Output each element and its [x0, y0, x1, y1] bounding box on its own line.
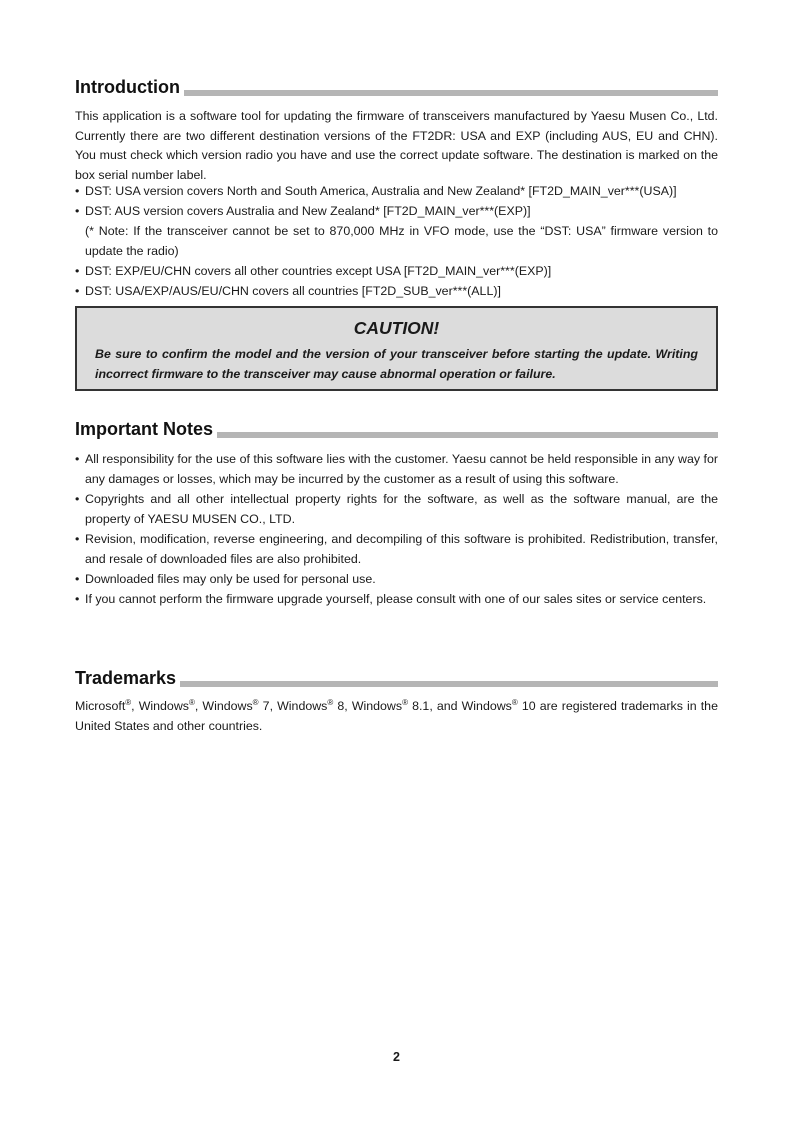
registered-mark: ®: [327, 697, 334, 707]
registered-mark: ®: [511, 697, 518, 707]
separator: ,: [269, 699, 278, 713]
list-item: • Copyrights and all other intellectual property rights for the software, as well as the software manual, are the property of YAESU MUSEN CO., LTD.: [75, 489, 718, 529]
version: 10: [521, 699, 536, 713]
trademark-name: Windows: [138, 699, 189, 713]
list-item: [75, 181, 718, 201]
registered-mark: ®: [125, 697, 132, 707]
important-notes-heading-block: [75, 416, 718, 440]
list-item: • All responsibility for the use of this software lies with the customer. Yaesu cannot be held responsible in any way for any damages or losses, which may be incurred by the customer as a result of using this software.: [75, 449, 718, 489]
separator: ,: [194, 699, 203, 713]
list-item: [75, 281, 718, 301]
important-notes-heading: Important Notes: [75, 418, 217, 440]
trademarks-heading-block: [75, 665, 718, 689]
frequency-note: (* Note: If the transceiver cannot be set to 870,000 MHz in VFO mode, use the “DST: USA” firmware version to update the radio): [85, 224, 718, 258]
trademark-name: Windows: [351, 699, 403, 713]
registered-mark: ®: [402, 697, 408, 707]
caution-body: Be sure to confirm the model and the version of your transceiver before starting the update. Writing incorrect firmware to the transceiver may cause abnormal operation or failure.: [95, 347, 698, 381]
important-notes-list: [75, 449, 718, 609]
caution-title: CAUTION!: [353, 318, 440, 338]
trademark-name: Windows: [202, 699, 253, 713]
version: 8: [337, 699, 345, 713]
trademark-name: Windows: [277, 699, 328, 713]
list-item-text: DST: USA/EXP/AUS/EU/CHN covers all countries [FT2D_SUB_ver***(ALL)]: [85, 284, 501, 298]
list-item-text: DST: EXP/EU/CHN covers all other countries except USA [FT2D_MAIN_ver***(EXP)]: [85, 264, 552, 278]
page-number: 2: [393, 1050, 400, 1064]
destination-list: [75, 181, 718, 301]
trademarks-heading: Trademarks: [75, 667, 180, 689]
registered-mark: ®: [188, 697, 195, 707]
trademark-name: Windows: [461, 699, 512, 713]
list-item: • Downloaded files may only be used for personal use.: [75, 569, 718, 589]
separator: ,: [344, 699, 352, 713]
list-item: [75, 261, 718, 281]
version: 8.1: [412, 699, 430, 713]
version: 7: [262, 699, 270, 713]
separator: , and: [429, 699, 462, 713]
caution-box: [75, 306, 718, 391]
trademarks-paragraph: [75, 697, 718, 736]
list-item: [75, 201, 718, 261]
introduction-heading: Introduction: [75, 76, 184, 98]
introduction-paragraph: This application is a software tool for updating the firmware of transceivers manufactured by Yaesu Musen Co., Ltd. Currently there are two different destination versions of the FT2DR: USA and EXP (including AUS, EU and CHN). You must check which version radio you have and use the correct update software. The destination is marked on the box serial number label.: [75, 109, 718, 182]
list-item: • If you cannot perform the firmware upgrade yourself, please consult with one of our sales sites or service centers.: [75, 589, 718, 609]
list-item-text: DST: USA version covers North and South America, Australia and New Zealand* [FT2D_MAIN_ver***(USA)]: [85, 184, 677, 198]
introduction-heading-block: [75, 74, 718, 98]
trademark-statement: are registered trademarks in the United States and other countries.: [75, 699, 718, 733]
trademark-name: Microsoft: [75, 699, 126, 713]
list-item: • Revision, modification, reverse engineering, and decompiling of this software is prohibited. Redistribution, transfer, and resale of downloaded files are also prohibited.: [75, 529, 718, 569]
separator: ,: [131, 699, 139, 713]
registered-mark: ®: [252, 697, 259, 707]
list-item-text: DST: AUS version covers Australia and New Zealand* [FT2D_MAIN_ver***(EXP)]: [85, 204, 531, 218]
